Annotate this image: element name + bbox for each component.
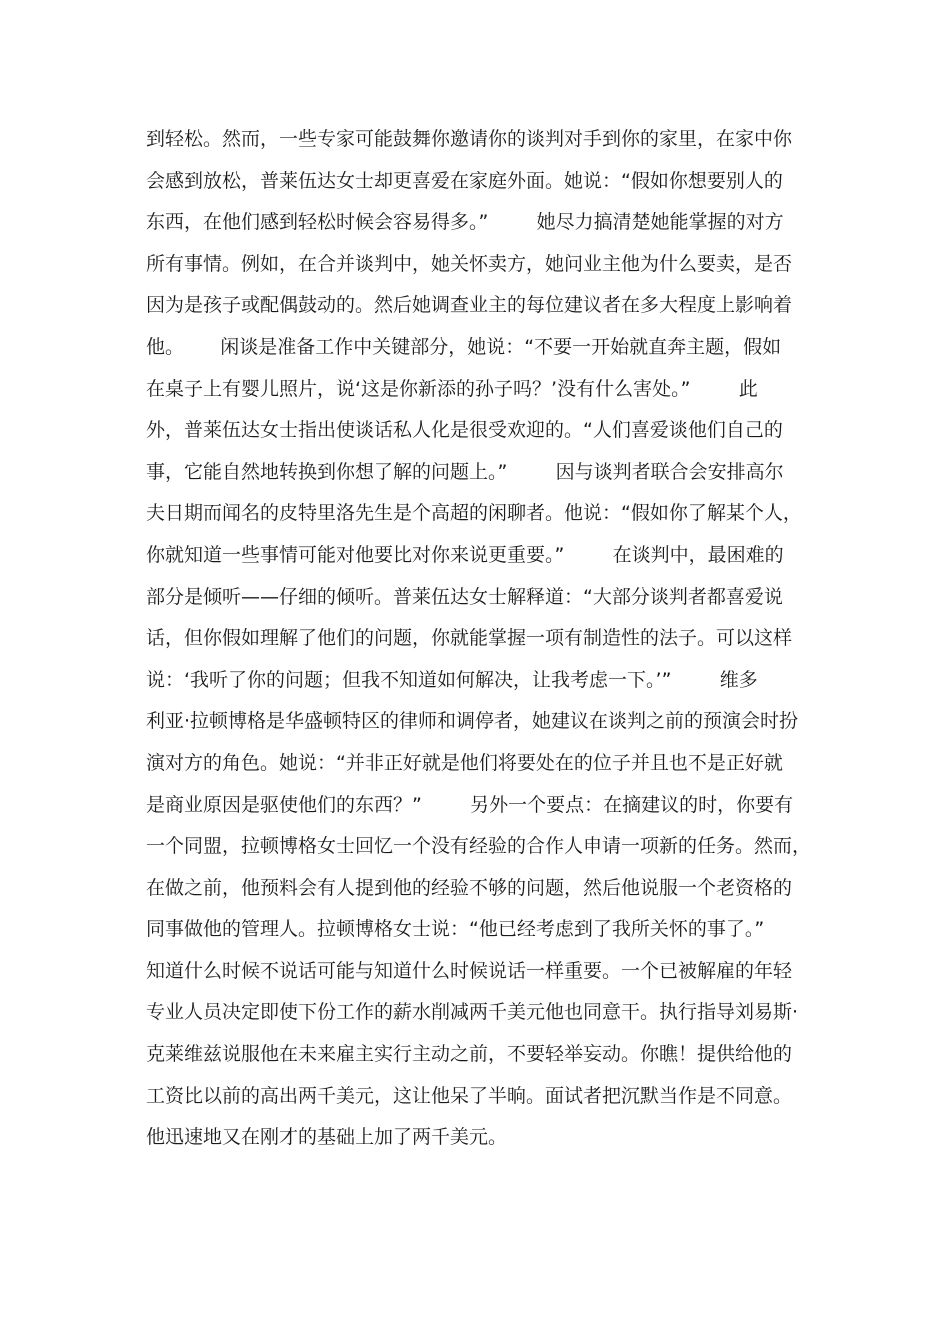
text-line: 外，普莱伍达女士指出使谈话私人化是很受欢迎的。“人们喜爱谈他们自己的	[146, 419, 783, 442]
text-line: 一个同盟，拉顿博格女士回忆一个没有经验的合作人申请一项新的任务。然而，	[146, 835, 812, 858]
text-line: 会感到放松，普莱伍达女士却更喜爱在家庭外面。她说：“假如你想要别人的	[146, 169, 783, 192]
text-line: 在桌子上有婴儿照片，说‘这是你新添的孙子吗？’没有什么害处。” 此	[146, 377, 758, 400]
text-line: 利亚·拉顿博格是华盛顿特区的律师和调停者，她建议在谈判之前的预演会时扮	[146, 710, 799, 733]
text-line: 到轻松。然而，一些专家可能鼓舞你邀请你的谈判对手到你的家里，在家中你	[146, 128, 793, 150]
text-line: 部分是倾听——仔细的倾听。普莱伍达女士解释道：“大部分谈判者都喜爱说	[146, 585, 783, 608]
text-line: 专业人员决定即使下份工作的薪水削减两千美元他也同意干。执行指导刘易斯·	[146, 1001, 799, 1024]
text-line: 因为是孩子或配偶鼓动的。然后她调查业主的每位建议者在多大程度上影响着	[146, 294, 793, 317]
text-line: 工资比以前的高出两千美元，这让他呆了半晌。面试者把沉默当作是不同意。	[146, 1084, 793, 1107]
text-line: 事，它能自然地转换到你想了解的问题上。” 因与谈判者联合会安排高尔	[146, 460, 784, 483]
text-line: 话，但你假如理解了他们的问题，你就能掌握一项有制造性的法子。可以这样	[146, 627, 793, 650]
text-line: 克莱维兹说服他在未来雇主实行主动之前，不要轻举妄动。你瞧！提供给他的	[146, 1043, 793, 1066]
text-line: 东西，在他们感到轻松时候会容易得多。” 她尽力搞清楚她能掌握的对方	[146, 211, 784, 234]
text-line: 他迅速地又在刚才的基础上加了两千美元。	[146, 1126, 508, 1149]
text-line: 夫日期而闻名的皮特里洛先生是个高超的闲聊者。他说：“假如你了解某个人，	[146, 502, 802, 525]
body-text	[146, 119, 812, 1159]
text-line: 同事做他的管理人。拉顿博格女士说：“他已经考虑到了我所关怀的事了。”	[146, 918, 765, 941]
text-line: 说：‘我听了你的问题；但我不知道如何解决，让我考虑一下。’” 维多	[146, 668, 758, 691]
text-line: 知道什么时候不说话可能与知道什么时候说话一样重要。一个已被解雇的年轻	[146, 959, 793, 982]
text-line: 演对方的角色。她说：“并非正好就是他们将要处在的位子并且也不是正好就	[146, 751, 783, 774]
text-line: 他。 闲谈是准备工作中关键部分，她说：“不要一开始就直奔主题，假如	[146, 335, 782, 358]
text-line: 你就知道一些事情可能对他要比对你来说更重要。” 在谈判中，最困难的	[146, 543, 784, 566]
text-line: 在做之前，他预料会有人提到他的经验不够的问题，然后他说服一个老资格的	[146, 876, 793, 899]
text-line: 是商业原因是驱使他们的东西？” 另外一个要点：在摘建议的时，你要有	[146, 793, 794, 816]
text-line: 所有事情。例如，在合并谈判中，她关怀卖方，她问业主他为什么要卖，是否	[146, 252, 793, 275]
